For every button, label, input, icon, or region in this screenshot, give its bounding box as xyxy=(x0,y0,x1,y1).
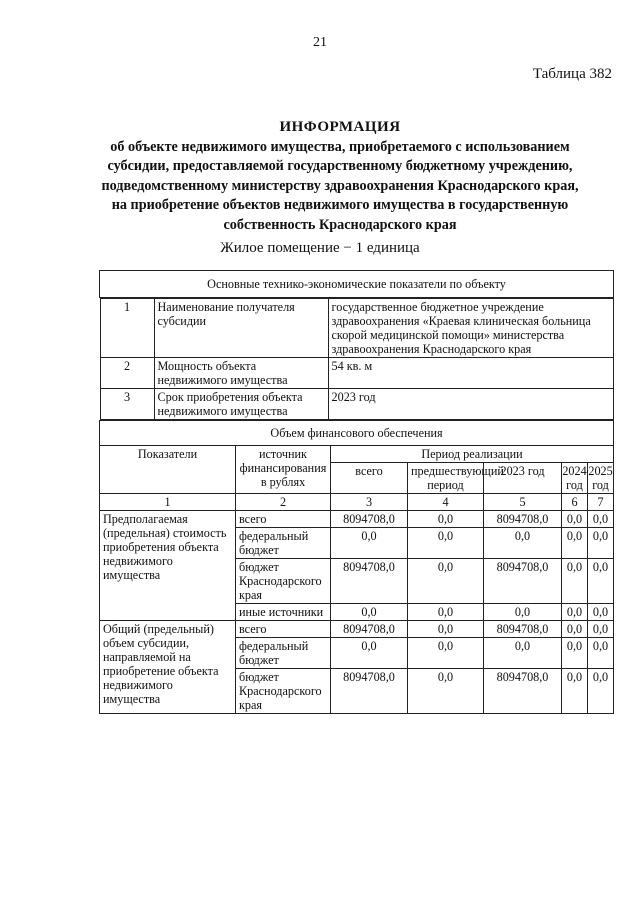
fin-header-row xyxy=(100,446,614,463)
section1-title: Основные технико-экономические показатели по объекту xyxy=(100,271,614,298)
financing-value-prev: 0,0 xyxy=(408,621,484,638)
heading-line: субсидии, предоставляемой государственному бюджетному учреждению, xyxy=(107,158,573,174)
financing-value-y2025: 0,0 xyxy=(588,621,614,638)
indicator-name: Срок приобретения объекта недвижимого имущества xyxy=(154,389,328,420)
financing-value-y2025: 0,0 xyxy=(588,559,614,604)
column-number: 3 xyxy=(331,494,408,511)
financing-value-y2025: 0,0 xyxy=(588,528,614,559)
section2-title: Объем финансового обеспечения xyxy=(100,421,614,446)
table-number: Таблица 382 xyxy=(532,66,612,82)
financing-source: всего xyxy=(236,511,331,528)
column-number: 2 xyxy=(236,494,331,511)
financing-value-total: 8094708,0 xyxy=(331,511,408,528)
financing-value-y2024: 0,0 xyxy=(562,604,588,621)
financing-value-y2024: 0,0 xyxy=(562,528,588,559)
heading-line: собственность Краснодарского края xyxy=(223,216,457,233)
financing-value-y2023: 8094708,0 xyxy=(484,511,562,528)
indicator-row-3 xyxy=(100,389,613,420)
financing-value-y2023: 8094708,0 xyxy=(484,621,562,638)
financing-indicator-label: Общий (предельный) объем субсидии, направляемой на приобретение объекта недвижимого имущества xyxy=(100,621,236,714)
financing-source: иные источники xyxy=(236,604,331,621)
indicator-value: 2023 год xyxy=(328,389,613,420)
indicator-row-1 xyxy=(100,299,613,358)
column-number: 4 xyxy=(408,494,484,511)
info-table xyxy=(99,270,614,714)
column-number: 6 xyxy=(562,494,588,511)
indicator-num: 3 xyxy=(100,389,154,420)
heading-line: об объекте недвижимого имущества, приобретаемого с использованием xyxy=(110,138,570,155)
financing-value-total: 8094708,0 xyxy=(331,621,408,638)
financing-source: федеральный бюджет xyxy=(236,528,331,559)
financing-value-y2024: 0,0 xyxy=(562,621,588,638)
indicator-num: 2 xyxy=(100,358,154,389)
section-header-row xyxy=(100,271,614,298)
header-total: всего xyxy=(331,463,408,494)
header-period: Период реализации xyxy=(331,446,614,463)
financing-value-total: 0,0 xyxy=(331,528,408,559)
indicator-value: государственное бюджетное учреждение здравоохранения «Краевая клиническая больница скорой медицинской помощи» министерства здравоохранения Краснодарского края xyxy=(328,299,613,358)
financing-source: федеральный бюджет xyxy=(236,638,331,669)
financing-value-y2025: 0,0 xyxy=(588,511,614,528)
financing-value-total: 8094708,0 xyxy=(331,669,408,714)
indicator-subtable xyxy=(100,298,614,420)
financing-value-prev: 0,0 xyxy=(408,559,484,604)
financing-value-y2025: 0,0 xyxy=(588,669,614,714)
financing-value-y2024: 0,0 xyxy=(562,511,588,528)
header-previous: предшествующий период xyxy=(408,463,484,494)
financing-value-y2023: 8094708,0 xyxy=(484,559,562,604)
column-numbers-row xyxy=(100,494,614,511)
header-indicators: Показатели xyxy=(100,446,236,494)
column-number: 1 xyxy=(100,494,236,511)
financing-source: бюджет Краснодарского края xyxy=(236,669,331,714)
header-source: источник финансирования в рублях xyxy=(236,446,331,494)
financing-value-prev: 0,0 xyxy=(408,604,484,621)
financing-value-total: 0,0 xyxy=(331,638,408,669)
heading-line: подведомственному министерству здравоохранения Краснодарского края, xyxy=(101,177,579,194)
financing-value-total: 8094708,0 xyxy=(331,559,408,604)
financing-row xyxy=(100,621,614,638)
financing-value-y2023: 0,0 xyxy=(484,638,562,669)
financing-value-y2024: 0,0 xyxy=(562,669,588,714)
indicator-num: 1 xyxy=(100,299,154,358)
document-heading xyxy=(80,118,600,235)
heading-title: ИНФОРМАЦИЯ xyxy=(279,119,401,135)
financing-value-y2024: 0,0 xyxy=(562,559,588,604)
financing-value-y2023: 0,0 xyxy=(484,528,562,559)
financing-value-y2023: 8094708,0 xyxy=(484,669,562,714)
financing-value-total: 0,0 xyxy=(331,604,408,621)
financing-body xyxy=(100,511,614,714)
section-header-row xyxy=(100,421,614,446)
column-number: 5 xyxy=(484,494,562,511)
indicator-name: Мощность объекта недвижимого имущества xyxy=(154,358,328,389)
financing-value-y2024: 0,0 xyxy=(562,638,588,669)
header-2025: 2025 год xyxy=(588,464,613,492)
heading-line: на приобретение объектов недвижимого имущества в государственную xyxy=(111,197,569,213)
object-subtitle: Жилое помещение − 1 единица xyxy=(220,240,420,256)
financing-value-y2023: 0,0 xyxy=(484,604,562,621)
financing-value-y2025: 0,0 xyxy=(588,638,614,669)
header-2023: 2023 год xyxy=(484,463,562,494)
financing-value-prev: 0,0 xyxy=(408,511,484,528)
financing-indicator-label: Предполагаемая (предельная) стоимость приобретения объекта недвижимого имущества xyxy=(100,511,236,621)
page-number: 21 xyxy=(313,35,327,50)
column-number: 7 xyxy=(588,494,614,511)
financing-source: бюджет Краснодарского края xyxy=(236,559,331,604)
indicator-row xyxy=(100,298,614,421)
header-2024: 2024 год xyxy=(562,464,587,492)
financing-value-prev: 0,0 xyxy=(408,638,484,669)
financing-value-y2025: 0,0 xyxy=(588,604,614,621)
financing-value-prev: 0,0 xyxy=(408,528,484,559)
indicator-value: 54 кв. м xyxy=(328,358,613,389)
financing-value-prev: 0,0 xyxy=(408,669,484,714)
financing-row xyxy=(100,511,614,528)
financing-source: всего xyxy=(236,621,331,638)
indicator-name: Наименование получателя субсидии xyxy=(154,299,328,358)
indicator-row-2 xyxy=(100,358,613,389)
